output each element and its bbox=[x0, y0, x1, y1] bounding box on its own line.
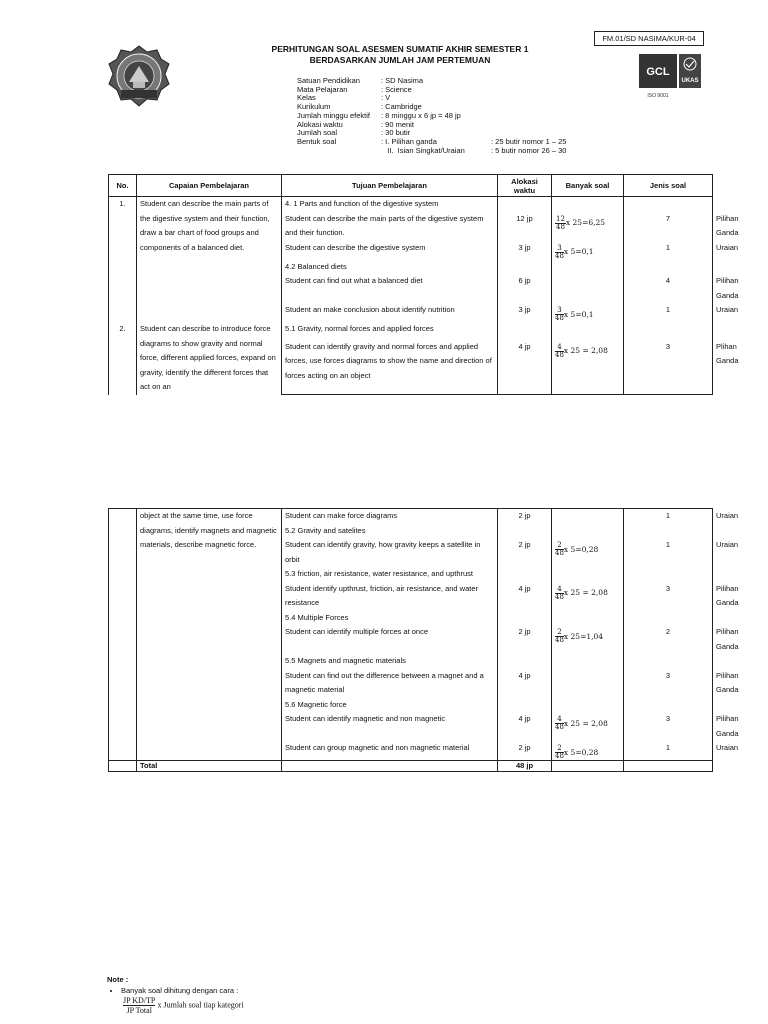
tujuan-cell: Student an make conclusion about identify nutrition bbox=[282, 303, 498, 322]
tujuan-cell: Student can identify magnetic and non magnetic bbox=[282, 712, 498, 741]
info-row bbox=[297, 147, 566, 156]
page-title-line2: BERDASARKAN JUMLAH JAM PERTEMUAN bbox=[309, 55, 491, 65]
info-value: : 8 minggu x 6 jp = 48 jp bbox=[381, 110, 461, 120]
info-row bbox=[297, 121, 566, 130]
formula-denominator: 48 bbox=[555, 723, 564, 731]
table-row: Student can identify magnetic and non magnetic 4 jp $\frac{4}{48}$ x 25 = 2,08 3 Pilihan Ganda bbox=[109, 712, 713, 741]
alokasi-cell: 4 jp bbox=[498, 340, 552, 395]
tujuan-cell: 4. 1 Parts and function of the digestive system bbox=[282, 197, 498, 212]
banyak-soal-formula-cell bbox=[552, 509, 624, 524]
table-row: Student identify upthrust, friction, air resistance, and water resistance 4 jp $\frac{4}{48}$ x 25 = 2,08 3 Pilihan Ganda bbox=[109, 582, 713, 611]
banyak-soal-formula-cell bbox=[552, 625, 624, 654]
alokasi-cell: 4 jp bbox=[498, 669, 552, 698]
formula-result: =1,04 bbox=[580, 631, 604, 641]
row-number bbox=[109, 509, 137, 761]
formula-numerator: 2 bbox=[555, 542, 564, 550]
formula-fraction bbox=[555, 542, 564, 557]
formula-denominator: 48 bbox=[555, 592, 564, 601]
banyak-soal-formula-cell bbox=[552, 322, 624, 340]
note-formula bbox=[123, 996, 244, 1015]
formula-fraction bbox=[555, 629, 564, 644]
banyak-soal-formula-cell bbox=[552, 197, 624, 212]
gcl-logo-text: GCL bbox=[646, 66, 670, 78]
note-title: Note : bbox=[107, 975, 129, 984]
total-empty-cell bbox=[552, 761, 624, 772]
banyak-soal-count-cell bbox=[624, 654, 713, 669]
banyak-soal-count-cell: 1 bbox=[624, 509, 713, 524]
alokasi-cell bbox=[498, 567, 552, 582]
banyak-soal-count-cell bbox=[624, 322, 713, 340]
table-row: Student can describe the digestive system 3 jp $\frac{3}{48}$ x 5=0,1 1 Uraian bbox=[109, 241, 713, 260]
formula-multiplier: x 5 bbox=[563, 747, 576, 757]
banyak-soal-formula-cell bbox=[552, 669, 624, 698]
formula-denominator: 48 bbox=[555, 752, 564, 760]
alokasi-cell bbox=[498, 524, 552, 539]
table-row: Student can find out what a balanced diet 6 jp 4 Pilihan Ganda bbox=[109, 274, 713, 303]
alokasi-cell bbox=[498, 654, 552, 669]
banyak-soal-count-cell: 3 bbox=[624, 712, 713, 741]
tujuan-cell: Student can identify gravity and normal forces and applied forces, use forces diagrams to show the name and direction of forces acting on an object bbox=[282, 340, 498, 395]
banyak-soal-count-cell bbox=[624, 260, 713, 275]
banyak-soal-count-cell: 7 bbox=[624, 212, 713, 241]
page-title-line1: PERHITUNGAN SOAL ASESMEN SUMATIF AKHIR SEMESTER 1 bbox=[271, 44, 529, 54]
formula-multiplier: x 25 bbox=[563, 718, 581, 728]
soal-formula bbox=[555, 306, 594, 322]
tujuan-cell: 5.4 Multiple Forces bbox=[282, 611, 498, 626]
banyak-soal-formula-cell bbox=[552, 712, 624, 741]
banyak-soal-count-cell: 1 bbox=[624, 538, 713, 567]
total-empty-cell bbox=[109, 761, 137, 772]
col-header-no: No. bbox=[109, 175, 137, 197]
formula-numerator: 4 bbox=[555, 716, 564, 724]
formula-fraction bbox=[555, 586, 564, 601]
banyak-soal-count-cell: 3 bbox=[624, 669, 713, 698]
tujuan-cell: 4.2 Balanced diets bbox=[282, 260, 498, 275]
capaian-cell: object at the same time, use force diagrams, identify magnets and magnetic materials, describe magnetic force. bbox=[137, 509, 282, 761]
col-header-banyak-soal: Banyak soal bbox=[552, 175, 624, 197]
banyak-soal-formula-cell bbox=[552, 611, 624, 626]
formula-fraction bbox=[555, 716, 564, 731]
info-key: Jumlah soal bbox=[297, 128, 338, 138]
note-fraction bbox=[123, 996, 155, 1015]
info-block bbox=[297, 77, 566, 155]
formula-fraction bbox=[555, 307, 564, 322]
formula-numerator: 4 bbox=[555, 344, 564, 352]
table-header-row bbox=[109, 175, 713, 197]
tujuan-cell: 5.5 Magnets and magnetic materials bbox=[282, 654, 498, 669]
tujuan-cell: Student can find out what a balanced diet bbox=[282, 274, 498, 303]
note-list bbox=[107, 986, 244, 995]
alokasi-cell: 3 jp bbox=[498, 241, 552, 260]
banyak-soal-count-cell: 1 bbox=[624, 303, 713, 322]
total-empty-cell bbox=[282, 761, 498, 772]
note-block bbox=[107, 975, 244, 1015]
banyak-soal-formula-cell bbox=[552, 538, 624, 567]
formula-multiplier: x 25 bbox=[563, 346, 581, 356]
banyak-soal-formula-cell bbox=[552, 260, 624, 275]
formula-numerator: 3 bbox=[555, 307, 564, 315]
formula-result: = 2,08 bbox=[580, 718, 608, 728]
iso-logo-text: ISO 9001 bbox=[647, 93, 669, 99]
soal-formula bbox=[555, 243, 594, 260]
capaian-cell: Student can describe the main parts of the digestive system and their function, draw a bar chart of food groups and components of a balanced diet. bbox=[137, 197, 282, 323]
formula-denominator: 48 bbox=[555, 636, 564, 644]
banyak-soal-count-cell: 3 bbox=[624, 340, 713, 395]
formula-fraction bbox=[555, 344, 564, 359]
row-number: 1. bbox=[109, 197, 137, 323]
banyak-soal-count-cell bbox=[624, 698, 713, 713]
col-header-capaian: Capaian Pembelajaran bbox=[137, 175, 282, 197]
formula-numerator: 3 bbox=[555, 245, 564, 253]
info-value: : I. Pilihan ganda bbox=[381, 136, 437, 146]
gcl-ukas-iso-9001-logo bbox=[638, 53, 702, 99]
info-value: : Cambridge bbox=[381, 102, 422, 112]
banyak-soal-formula-cell bbox=[552, 567, 624, 582]
banyak-soal-count-cell: 1 bbox=[624, 241, 713, 260]
note-formula-tail: x Jumlah soal tiap kategori bbox=[157, 1000, 244, 1010]
alokasi-cell bbox=[498, 322, 552, 340]
soal-formula bbox=[555, 628, 604, 644]
alokasi-cell: 2 jp bbox=[498, 538, 552, 567]
page2-table bbox=[108, 508, 739, 772]
banyak-soal-count-cell: 3 bbox=[624, 582, 713, 611]
formula-result: =0,28 bbox=[575, 747, 599, 757]
banyak-soal-formula-cell bbox=[552, 524, 624, 539]
banyak-soal-count-cell bbox=[624, 611, 713, 626]
tujuan-cell: 5.6 Magnetic force bbox=[282, 698, 498, 713]
soal-formula bbox=[555, 541, 599, 557]
total-jp: 48 jp bbox=[498, 761, 552, 772]
formula-result: =0,1 bbox=[575, 247, 594, 256]
tujuan-cell: Student can find out the difference between a magnet and a magnetic material bbox=[282, 669, 498, 698]
banyak-soal-count-cell: 2 bbox=[624, 625, 713, 654]
bentuk-detail: : 25 butir nomor 1 – 25 bbox=[491, 136, 567, 146]
row-number: 2. bbox=[109, 322, 137, 395]
banyak-soal-formula-cell bbox=[552, 212, 624, 241]
soal-formula bbox=[555, 715, 608, 731]
info-key: Kelas bbox=[297, 93, 316, 103]
banyak-soal-formula-cell bbox=[552, 582, 624, 611]
tujuan-cell: Student can make force diagrams bbox=[282, 509, 498, 524]
banyak-soal-formula-cell bbox=[552, 274, 624, 303]
table-row bbox=[109, 197, 713, 212]
ukas-logo-text: UKAS bbox=[681, 78, 699, 84]
formula-multiplier: x 25 bbox=[563, 631, 581, 641]
formula-result: =0,28 bbox=[575, 544, 599, 554]
soal-formula bbox=[555, 584, 608, 601]
tujuan-cell: Student identify upthrust, friction, air resistance, and water resistance bbox=[282, 582, 498, 611]
alokasi-cell bbox=[498, 260, 552, 275]
soal-formula bbox=[555, 744, 599, 760]
table-row: object at the same time, use force diagrams, identify magnets and magnetic materials, describe magnetic force. Student can make force diagrams 2 jp 1 Uraian bbox=[109, 509, 713, 524]
table-row: Student can describe the main parts of the digestive system and their function. 12 jp $\frac{12}{48}$ x 25=6,25 7 Pilihan Ganda bbox=[109, 212, 713, 241]
formula-denominator: 48 bbox=[555, 549, 564, 557]
total-row bbox=[109, 761, 713, 772]
formula-denominator: 48 bbox=[555, 314, 564, 322]
formula-multiplier: x 5 bbox=[563, 544, 576, 554]
info-value: : SD Nasima bbox=[381, 76, 424, 85]
banyak-soal-formula-cell bbox=[552, 241, 624, 260]
formula-multiplier: x 25 bbox=[565, 218, 583, 227]
formula-numerator: 2 bbox=[555, 629, 564, 637]
tujuan-cell: 5.2 Gravity and satelites bbox=[282, 524, 498, 539]
info-key: Jumlah minggu efektif bbox=[297, 110, 370, 120]
note-formula-num: JP KD/TP bbox=[123, 996, 156, 1005]
info-key: Bentuk soal bbox=[297, 136, 337, 146]
formula-result: =6,25 bbox=[582, 218, 606, 227]
info-row bbox=[297, 94, 566, 103]
tujuan-cell: Student can describe the digestive system bbox=[282, 241, 498, 260]
alokasi-cell: 2 jp bbox=[498, 741, 552, 761]
banyak-soal-formula-cell bbox=[552, 654, 624, 669]
info-value: : 90 menit bbox=[381, 119, 414, 129]
info-value: : Science bbox=[381, 84, 412, 94]
table-row: Student can identify gravity and normal forces and applied forces, use forces diagrams to show the name and direction of forces acting on an object 4 jp $\frac{4}{48}$ x 25 = 2,08 3 Plihan Ganda bbox=[109, 340, 713, 395]
formula-numerator: 2 bbox=[555, 745, 564, 753]
info-key: Satuan Pendidikan bbox=[297, 76, 360, 85]
formula-numerator: 12 bbox=[556, 214, 565, 223]
info-key: Mata Pelajaran bbox=[297, 84, 348, 94]
alokasi-cell: 3 jp bbox=[498, 303, 552, 322]
banyak-soal-count-cell: 1 bbox=[624, 741, 713, 761]
school-seal-logo bbox=[107, 44, 171, 112]
formula-denominator: 48 bbox=[555, 251, 564, 260]
page1-table bbox=[108, 174, 739, 395]
banyak-soal-formula-cell bbox=[552, 698, 624, 713]
tujuan-cell: 5.3 friction, air resistance, water resistance, and upthrust bbox=[282, 567, 498, 582]
alokasi-cell: 4 jp bbox=[498, 582, 552, 611]
table-row: Student can identify multiple forces at once 2 jp $\frac{2}{48}$ x 25=1,04 2 Pilihan Ganda bbox=[109, 625, 713, 654]
col-header-alokasi: Alokasi waktu bbox=[498, 175, 552, 197]
formula-fraction bbox=[555, 245, 564, 260]
formula-result: = 2,08 bbox=[580, 588, 608, 597]
col-header-tujuan: Tujuan Pembelajaran bbox=[282, 175, 498, 197]
info-value: II. Isian Singkat/Uraian bbox=[381, 145, 465, 155]
formula-multiplier: x 5 bbox=[563, 247, 576, 256]
formula-denominator: 48 bbox=[555, 350, 564, 359]
alokasi-cell: 12 jp bbox=[498, 212, 552, 241]
alokasi-cell bbox=[498, 611, 552, 626]
table-row: Student an make conclusion about identify nutrition 3 jp $\frac{3}{48}$ x 5=0,1 1 Uraian bbox=[109, 303, 713, 322]
form-code-box: FM.01/SD NASIMA/KUR-04 bbox=[594, 31, 704, 46]
alokasi-cell: 4 jp bbox=[498, 712, 552, 741]
banyak-soal-count-cell: 4 bbox=[624, 274, 713, 303]
note-formula-den: JP Total bbox=[126, 1006, 152, 1015]
total-label: Total bbox=[137, 761, 282, 772]
banyak-soal-formula-cell bbox=[552, 340, 624, 395]
col-header-jenis-soal: Jenis soal bbox=[624, 175, 713, 197]
banyak-soal-count-cell bbox=[624, 197, 713, 212]
formula-multiplier: x 5 bbox=[563, 309, 576, 319]
table-row bbox=[109, 322, 713, 340]
banyak-soal-count-cell bbox=[624, 524, 713, 539]
info-value: : 30 butir bbox=[381, 128, 411, 138]
alokasi-cell: 6 jp bbox=[498, 274, 552, 303]
soal-formula bbox=[555, 342, 608, 359]
tujuan-cell: 5.1 Gravity, normal forces and applied forces bbox=[282, 322, 498, 340]
info-value: : V bbox=[381, 93, 391, 103]
tujuan-cell: Student can describe the main parts of the digestive system and their function. bbox=[282, 212, 498, 241]
info-key: Alokasi waktu bbox=[297, 119, 343, 129]
formula-result: = 2,08 bbox=[580, 346, 608, 356]
tujuan-cell: Student can group magnetic and non magnetic material bbox=[282, 741, 498, 761]
formula-denominator: 48 bbox=[556, 222, 565, 231]
banyak-soal-formula-cell bbox=[552, 741, 624, 761]
alokasi-cell bbox=[498, 197, 552, 212]
formula-fraction bbox=[555, 216, 566, 231]
alokasi-cell bbox=[498, 698, 552, 713]
banyak-soal-count-cell bbox=[624, 567, 713, 582]
total-empty-cell bbox=[624, 761, 713, 772]
alokasi-cell: 2 jp bbox=[498, 509, 552, 524]
soal-formula bbox=[555, 214, 606, 231]
bentuk-detail: : 5 butir nomor 26 – 30 bbox=[491, 145, 567, 155]
tujuan-cell: Student can identify gravity, how gravity keeps a satellite in orbit bbox=[282, 538, 498, 567]
formula-multiplier: x 25 bbox=[563, 588, 581, 597]
info-key: Kurikulum bbox=[297, 102, 331, 112]
formula-fraction bbox=[555, 745, 564, 760]
table-row: Student can group magnetic and non magnetic material 2 jp $\frac{2}{48}$ x 5=0,28 1 Uraian bbox=[109, 741, 713, 761]
info-key bbox=[297, 147, 381, 156]
info-row bbox=[297, 86, 566, 95]
formula-result: =0,1 bbox=[575, 309, 594, 319]
formula-numerator: 4 bbox=[555, 586, 564, 594]
table-row: Student can identify gravity, how gravity keeps a satellite in orbit 2 jp $\frac{2}{48}$ x 5=0,28 1 Uraian bbox=[109, 538, 713, 567]
alokasi-cell: 2 jp bbox=[498, 625, 552, 654]
banyak-soal-formula-cell bbox=[552, 303, 624, 322]
table-row: Student can find out the difference between a magnet and a magnetic material 4 jp 3 Pilihan Ganda bbox=[109, 669, 713, 698]
tujuan-cell: Student can identify multiple forces at once bbox=[282, 625, 498, 654]
capaian-cell: Student can describe to introduce force diagrams to show gravity and normal force, different applied forces, expand on gravity, identify the different forces that act on an bbox=[137, 322, 282, 395]
note-bullet: • Banyak soal dihitung dengan cara : bbox=[121, 986, 244, 995]
